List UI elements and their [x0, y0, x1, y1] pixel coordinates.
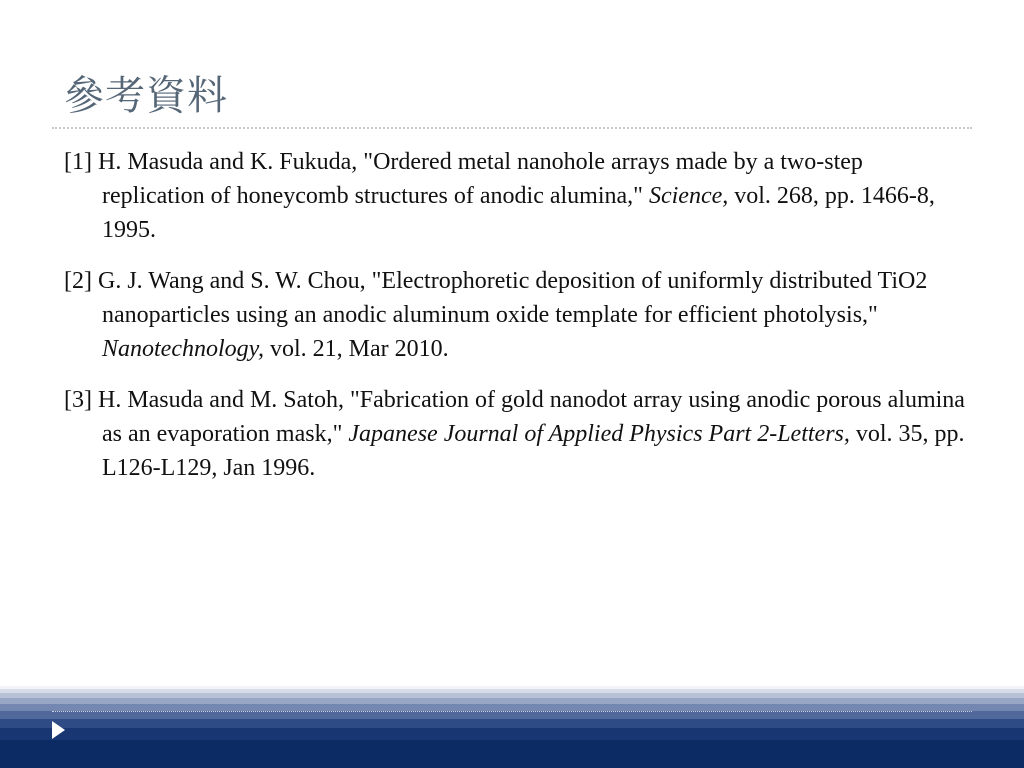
- reference-details: vol. 21, Mar 2010.: [269, 336, 449, 362]
- reference-label: [2]: [64, 268, 92, 294]
- footer-divider: [52, 711, 972, 712]
- reference-journal: Japanese Journal of Applied Physics Part 2-Letters,: [348, 421, 850, 447]
- reference-details: vol. 268, pp. 1466-8, 1995.: [102, 183, 935, 243]
- reference-entry: [64, 264, 970, 366]
- reference-details: vol. 35, pp. L126-L129, Jan 1996.: [102, 421, 965, 481]
- reference-text: H. Masuda and K. Fukuda, "Ordered metal nanohole arrays made by a two-step replication of honeycomb structures of anodic alumina,": [97, 149, 863, 209]
- reference-text: G. J. Wang and S. W. Chou, "Electrophoretic deposition of uniformly distributed TiO2 nanoparticles using an anodic aluminum oxide template for efficient photolysis,": [97, 268, 928, 328]
- reference-entry: [64, 383, 970, 485]
- reference-text: H. Masuda and M. Satoh, "Fabrication of gold nanodot array using anodic porous alumina as an evaporation mask,": [97, 387, 965, 447]
- play-triangle-icon[interactable]: [52, 721, 65, 739]
- title-divider: [52, 127, 972, 129]
- footer-band: [0, 686, 1024, 768]
- reference-label: [1]: [64, 149, 92, 175]
- reference-entry: [64, 145, 970, 247]
- reference-journal: Nanotechnology,: [102, 336, 264, 362]
- reference-list: [64, 145, 970, 502]
- slide-title: 參考資料: [64, 73, 228, 119]
- reference-label: [3]: [64, 387, 92, 413]
- reference-journal: Science,: [648, 183, 729, 209]
